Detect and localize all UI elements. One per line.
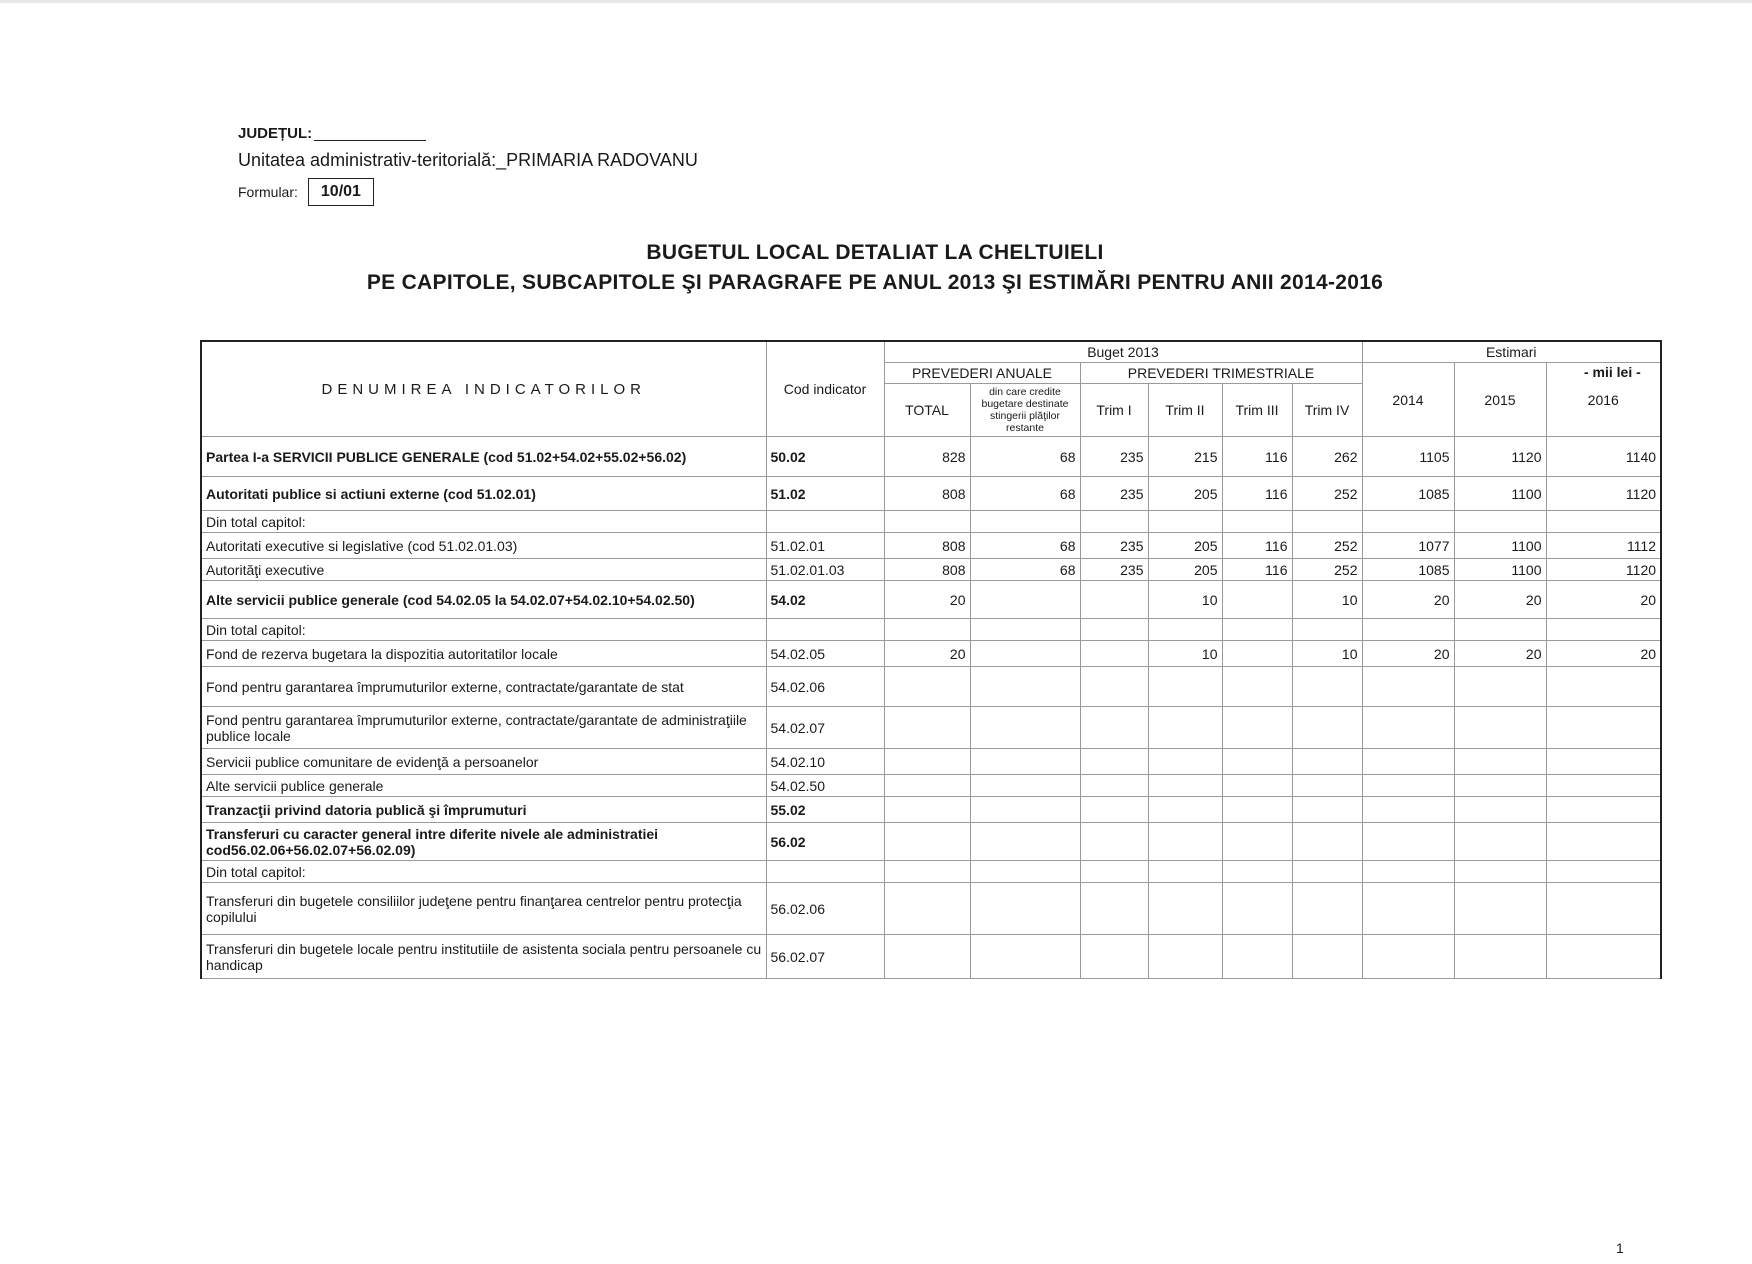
row-name-cell: Autoritati executive si legislative (cod 51.02.01.03) [201,533,766,559]
value-cell-total [884,883,970,935]
table-row [201,641,1661,667]
table-row [201,749,1661,775]
value-cell-trim-1 [1080,511,1148,533]
value-cell-trim-1 [1080,935,1148,979]
value-cell-2014 [1362,619,1454,641]
value-cell-trim-2 [1148,619,1222,641]
value-cell-trim-3 [1222,667,1292,707]
value-cell-2015 [1454,707,1546,749]
value-cell-arrears [970,641,1080,667]
value-cell-trim-2 [1148,935,1222,979]
value-cell-trim-1 [1080,707,1148,749]
col-header-trim-4: Trim IV [1292,384,1362,437]
value-cell-trim-4 [1292,861,1362,883]
value-cell-2014 [1362,883,1454,935]
col-header-trim-1: Trim I [1080,384,1148,437]
table-row [201,477,1661,511]
value-cell-trim-2: 215 [1148,437,1222,477]
col-header-name: DENUMIREA INDICATORILOR [201,341,766,437]
value-cell-trim-2: 205 [1148,559,1222,581]
table-row [201,775,1661,797]
value-cell-2014 [1362,935,1454,979]
value-cell-trim-1 [1080,667,1148,707]
group-header-estimates: Estimari [1362,341,1661,363]
value-cell-2015 [1454,749,1546,775]
row-code-cell: 55.02 [766,797,884,823]
value-cell-trim-2 [1148,511,1222,533]
value-cell-trim-4: 10 [1292,581,1362,619]
value-cell-2014 [1362,707,1454,749]
value-cell-2015: 1100 [1454,533,1546,559]
value-cell-trim-2 [1148,797,1222,823]
value-cell-2015 [1454,667,1546,707]
value-cell-2016 [1546,823,1661,861]
value-cell-2016: 1120 [1546,477,1661,511]
value-cell-2016: 1140 [1546,437,1661,477]
row-code-cell [766,619,884,641]
form-number: 10/01 [308,178,374,206]
value-cell-total [884,749,970,775]
table-row [201,823,1661,861]
value-cell-trim-1 [1080,797,1148,823]
table-row [201,619,1661,641]
value-cell-trim-2 [1148,707,1222,749]
value-cell-2016: 20 [1546,581,1661,619]
row-name-cell: Transferuri din bugetele consiliilor judeţene pentru finanţarea centrelor pentru protecţia copilului [201,883,766,935]
value-cell-trim-1 [1080,883,1148,935]
value-cell-trim-1 [1080,775,1148,797]
col-header-trim-3: Trim III [1222,384,1292,437]
value-cell-2016 [1546,511,1661,533]
county-label: JUDEȚUL: [238,125,313,142]
value-cell-trim-2: 205 [1148,477,1222,511]
value-cell-trim-4: 252 [1292,533,1362,559]
col-header-arrears-credits: din care credite bugetare destinate stingerii plăţilor restante [970,384,1080,437]
row-name-cell: Din total capitol: [201,861,766,883]
value-cell-total [884,861,970,883]
value-cell-arrears [970,935,1080,979]
row-code-cell: 51.02.01 [766,533,884,559]
value-cell-trim-3 [1222,581,1292,619]
row-code-cell: 56.02 [766,823,884,861]
value-cell-total: 808 [884,559,970,581]
row-name-cell: Fond pentru garantarea împrumuturilor externe, contractate/garantate de stat [201,667,766,707]
value-cell-trim-3 [1222,823,1292,861]
value-cell-total [884,707,970,749]
value-cell-2015 [1454,511,1546,533]
table-row [201,437,1661,477]
value-cell-arrears [970,667,1080,707]
row-code-cell [766,861,884,883]
row-code-cell: 54.02.50 [766,775,884,797]
value-cell-arrears [970,883,1080,935]
value-cell-trim-4 [1292,797,1362,823]
row-code-cell: 50.02 [766,437,884,477]
row-code-cell: 51.02.01.03 [766,559,884,581]
table-row [201,797,1661,823]
value-cell-2014 [1362,797,1454,823]
value-cell-2014: 1105 [1362,437,1454,477]
table-row [201,559,1661,581]
row-name-cell: Transferuri din bugetele locale pentru institutiile de asistenta sociala pentru persoanele cu handicap [201,935,766,979]
row-name-cell: Autoritati publice si actiuni externe (cod 51.02.01) [201,477,766,511]
row-name-cell: Servicii publice comunitare de evidenţă a persoanelor [201,749,766,775]
value-cell-2016 [1546,749,1661,775]
table-row [201,935,1661,979]
value-cell-2014 [1362,511,1454,533]
value-cell-trim-3 [1222,935,1292,979]
value-cell-total: 808 [884,533,970,559]
row-code-cell: 54.02.05 [766,641,884,667]
value-cell-2014: 20 [1362,641,1454,667]
group-header-budget: Buget 2013 [884,341,1362,363]
value-cell-total: 20 [884,581,970,619]
value-cell-trim-1 [1080,749,1148,775]
value-cell-arrears [970,581,1080,619]
value-cell-2015 [1454,797,1546,823]
value-cell-2014: 1085 [1362,559,1454,581]
unit-note: - mii lei - [1584,364,1641,380]
value-cell-arrears: 68 [970,533,1080,559]
value-cell-total [884,823,970,861]
value-cell-trim-4 [1292,935,1362,979]
value-cell-2016 [1546,619,1661,641]
col-header-2014: 2014 [1362,363,1454,437]
value-cell-2015: 1100 [1454,559,1546,581]
value-cell-2015 [1454,619,1546,641]
table-row [201,883,1661,935]
value-cell-arrears [970,749,1080,775]
value-cell-trim-4 [1292,775,1362,797]
value-cell-trim-1 [1080,641,1148,667]
value-cell-trim-1 [1080,581,1148,619]
value-cell-trim-1 [1080,823,1148,861]
value-cell-total [884,935,970,979]
row-code-cell: 54.02.10 [766,749,884,775]
value-cell-2014 [1362,775,1454,797]
value-cell-trim-1: 235 [1080,437,1148,477]
value-cell-2016 [1546,861,1661,883]
value-cell-2015 [1454,861,1546,883]
value-cell-2015: 20 [1454,641,1546,667]
value-cell-trim-4 [1292,511,1362,533]
row-name-cell: Transferuri cu caracter general intre diferite nivele ale administratiei cod56.02.06+56.02.07+56.02.09) [201,823,766,861]
table-row [201,581,1661,619]
value-cell-trim-3 [1222,619,1292,641]
value-cell-trim-2: 10 [1148,641,1222,667]
admin-unit-line [238,150,698,171]
row-name-cell: Autorităţi executive [201,559,766,581]
row-code-cell: 56.02.07 [766,935,884,979]
value-cell-trim-2: 205 [1148,533,1222,559]
value-cell-trim-4: 262 [1292,437,1362,477]
row-name-cell: Tranzacţii privind datoria publică şi împrumuturi [201,797,766,823]
row-code-cell: 54.02.07 [766,707,884,749]
table-row [201,861,1661,883]
value-cell-trim-4: 10 [1292,641,1362,667]
page-number: 1 [1616,1240,1624,1256]
value-cell-2014 [1362,667,1454,707]
value-cell-2015 [1454,823,1546,861]
document-title [300,238,1450,298]
row-name-cell: Alte servicii publice generale (cod 54.02.05 la 54.02.07+54.02.10+54.02.50) [201,581,766,619]
value-cell-trim-4 [1292,883,1362,935]
value-cell-trim-3 [1222,707,1292,749]
value-cell-trim-2 [1148,775,1222,797]
row-name-cell: Fond de rezerva bugetara la dispozitia autoritatilor locale [201,641,766,667]
value-cell-arrears [970,797,1080,823]
value-cell-2016: 20 [1546,641,1661,667]
value-cell-trim-4: 252 [1292,559,1362,581]
form-line [238,178,374,206]
value-cell-trim-3 [1222,641,1292,667]
value-cell-arrears [970,619,1080,641]
value-cell-trim-4 [1292,749,1362,775]
scan-edge [0,0,1752,3]
value-cell-trim-1: 235 [1080,477,1148,511]
value-cell-2016: 1120 [1546,559,1661,581]
row-name-cell: Partea I-a SERVICII PUBLICE GENERALE (cod 51.02+54.02+55.02+56.02) [201,437,766,477]
value-cell-total [884,667,970,707]
table-row [201,707,1661,749]
value-cell-2016 [1546,707,1661,749]
value-cell-2015 [1454,935,1546,979]
value-cell-trim-4 [1292,667,1362,707]
value-cell-trim-2 [1148,861,1222,883]
value-cell-trim-3 [1222,511,1292,533]
col-header-total: TOTAL [884,384,970,437]
value-cell-2015: 20 [1454,581,1546,619]
value-cell-2014: 1085 [1362,477,1454,511]
table-row [201,533,1661,559]
value-cell-2016 [1546,935,1661,979]
value-cell-2014 [1362,823,1454,861]
col-header-code: Cod indicator [766,341,884,437]
budget-table [200,340,1662,979]
value-cell-trim-3: 116 [1222,559,1292,581]
admin-unit-value: _PRIMARIA RADOVANU [496,150,698,170]
row-code-cell: 54.02 [766,581,884,619]
title-line-1: BUGETUL LOCAL DETALIAT LA CHELTUIELI [646,241,1104,264]
value-cell-2016 [1546,797,1661,823]
county-line [238,126,426,141]
table-row [201,667,1661,707]
value-cell-trim-3 [1222,775,1292,797]
value-cell-trim-1 [1080,619,1148,641]
value-cell-2014: 1077 [1362,533,1454,559]
row-code-cell: 54.02.06 [766,667,884,707]
row-name-cell: Fond pentru garantarea împrumuturilor externe, contractate/garantate de administraţiile publice locale [201,707,766,749]
budget-body [201,437,1661,979]
county-blank [314,126,426,141]
col-header-2015: 2015 [1454,363,1546,437]
row-name-cell: Alte servicii publice generale [201,775,766,797]
form-label: Formular: [238,184,298,200]
value-cell-trim-2 [1148,667,1222,707]
value-cell-2014 [1362,749,1454,775]
value-cell-trim-3: 116 [1222,533,1292,559]
table-row [201,511,1661,533]
value-cell-arrears [970,775,1080,797]
value-cell-trim-3: 116 [1222,477,1292,511]
value-cell-trim-4 [1292,619,1362,641]
value-cell-arrears [970,823,1080,861]
value-cell-2014 [1362,861,1454,883]
value-cell-trim-2 [1148,749,1222,775]
title-line-2: PE CAPITOLE, SUBCAPITOLE ŞI PARAGRAFE PE ANUL 2013 ŞI ESTIMĂRI PENTRU ANII 2014-2016 [366,271,1384,294]
col-header-trim-2: Trim II [1148,384,1222,437]
value-cell-arrears: 68 [970,559,1080,581]
value-cell-arrears [970,511,1080,533]
value-cell-total [884,797,970,823]
value-cell-2016 [1546,667,1661,707]
value-cell-trim-4 [1292,707,1362,749]
row-code-cell: 56.02.06 [766,883,884,935]
row-code-cell: 51.02 [766,477,884,511]
value-cell-trim-3 [1222,749,1292,775]
value-cell-trim-1 [1080,861,1148,883]
row-name-cell: Din total capitol: [201,619,766,641]
group-header-quarterly: PREVEDERI TRIMESTRIALE [1080,363,1362,384]
value-cell-2015: 1100 [1454,477,1546,511]
value-cell-trim-2 [1148,883,1222,935]
value-cell-arrears: 68 [970,477,1080,511]
value-cell-2015 [1454,883,1546,935]
value-cell-total: 20 [884,641,970,667]
value-cell-2016 [1546,775,1661,797]
value-cell-total: 828 [884,437,970,477]
admin-unit-label: Unitatea administrativ-teritorială: [238,150,497,170]
value-cell-trim-3 [1222,883,1292,935]
row-code-cell [766,511,884,533]
value-cell-trim-3 [1222,861,1292,883]
value-cell-2014: 20 [1362,581,1454,619]
value-cell-trim-1: 235 [1080,533,1148,559]
value-cell-trim-3: 116 [1222,437,1292,477]
value-cell-total [884,775,970,797]
value-cell-arrears: 68 [970,437,1080,477]
value-cell-trim-3 [1222,797,1292,823]
value-cell-trim-4: 252 [1292,477,1362,511]
group-header-annual: PREVEDERI ANUALE [884,363,1080,384]
value-cell-trim-4 [1292,823,1362,861]
value-cell-trim-1: 235 [1080,559,1148,581]
value-cell-2015: 1120 [1454,437,1546,477]
value-cell-2015 [1454,775,1546,797]
col-header-2016: 2016 [1546,363,1661,437]
value-cell-2016: 1112 [1546,533,1661,559]
value-cell-2016 [1546,883,1661,935]
value-cell-arrears [970,707,1080,749]
value-cell-total [884,619,970,641]
value-cell-trim-2: 10 [1148,581,1222,619]
value-cell-trim-2 [1148,823,1222,861]
value-cell-total: 808 [884,477,970,511]
value-cell-total [884,511,970,533]
value-cell-arrears [970,861,1080,883]
row-name-cell: Din total capitol: [201,511,766,533]
